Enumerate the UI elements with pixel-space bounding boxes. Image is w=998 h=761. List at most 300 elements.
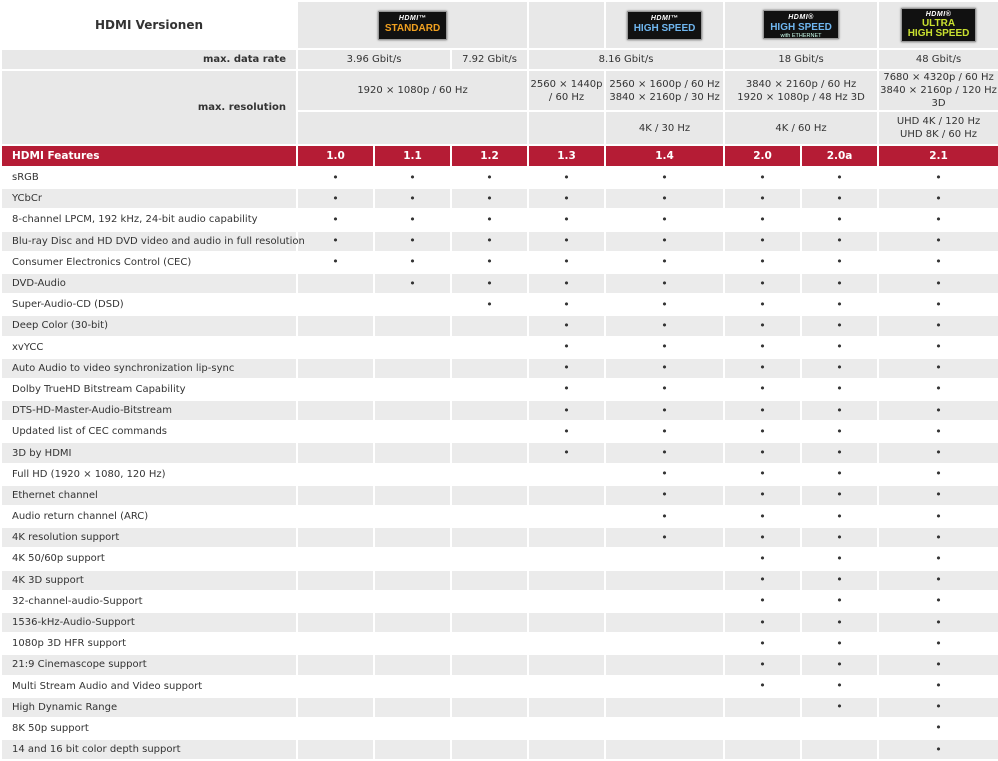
support-dot-icon: •	[563, 424, 570, 438]
support-cell	[375, 571, 450, 590]
support-cell	[375, 740, 450, 759]
support-dot-icon: •	[836, 467, 843, 481]
feature-name: Auto Audio to video synchronization lip-sync	[2, 359, 296, 378]
support-cell	[606, 571, 723, 590]
support-cell	[529, 677, 604, 696]
support-cell	[529, 422, 604, 441]
support-dot-icon: •	[759, 382, 766, 396]
resolution-k-20: 4K / 60 Hz	[725, 112, 877, 144]
support-cell	[452, 677, 527, 696]
support-cell	[725, 253, 800, 272]
feature-name: Multi Stream Audio and Video support	[2, 677, 296, 696]
support-dot-icon: •	[661, 382, 668, 396]
support-cell	[725, 338, 800, 357]
resolution-label: max. resolution	[2, 71, 296, 144]
hdmi-standard-logo: HDMI™ STANDARD	[378, 11, 447, 40]
support-dot-icon: •	[563, 297, 570, 311]
support-cell	[606, 465, 723, 484]
support-cell	[298, 401, 373, 420]
feature-name: xvYCC	[2, 338, 296, 357]
support-cell	[606, 210, 723, 229]
support-dot-icon: •	[836, 424, 843, 438]
support-dot-icon: •	[759, 234, 766, 248]
support-dot-icon: •	[836, 615, 843, 629]
support-dot-icon: •	[563, 403, 570, 417]
support-cell	[452, 592, 527, 611]
features-label: HDMI Features	[2, 146, 296, 166]
support-cell	[802, 295, 877, 314]
support-cell	[375, 698, 450, 717]
support-dot-icon: •	[563, 170, 570, 184]
support-cell	[802, 316, 877, 335]
support-dot-icon: •	[759, 424, 766, 438]
support-dot-icon: •	[759, 467, 766, 481]
feature-row	[2, 295, 998, 314]
support-cell	[452, 189, 527, 208]
feature-name: 4K 50/60p support	[2, 549, 296, 568]
support-cell	[606, 655, 723, 674]
support-cell	[725, 486, 800, 505]
support-cell	[452, 295, 527, 314]
version-1-2: 1.2	[452, 146, 527, 166]
support-cell	[725, 549, 800, 568]
support-cell	[725, 507, 800, 526]
logo-standard-text: STANDARD	[384, 22, 441, 34]
support-dot-icon: •	[563, 382, 570, 396]
feature-name: 1080p 3D HFR support	[2, 634, 296, 653]
support-cell	[452, 719, 527, 738]
support-cell	[375, 655, 450, 674]
support-dot-icon: •	[759, 594, 766, 608]
support-cell	[298, 528, 373, 547]
support-dot-icon: •	[759, 488, 766, 502]
support-cell	[879, 295, 998, 314]
support-cell	[298, 740, 373, 759]
support-dot-icon: •	[935, 382, 942, 396]
support-cell	[529, 295, 604, 314]
support-dot-icon: •	[661, 424, 668, 438]
support-dot-icon: •	[935, 530, 942, 544]
data-rate-10: 3.96 Gbit/s	[298, 50, 450, 69]
support-dot-icon: •	[486, 255, 493, 269]
support-dot-icon: •	[836, 297, 843, 311]
support-cell	[725, 295, 800, 314]
support-cell	[452, 359, 527, 378]
support-cell	[725, 443, 800, 462]
support-dot-icon: •	[759, 573, 766, 587]
support-dot-icon: •	[935, 212, 942, 226]
support-dot-icon: •	[836, 657, 843, 671]
support-dot-icon: •	[661, 509, 668, 523]
support-cell	[879, 592, 998, 611]
support-cell	[879, 316, 998, 335]
feature-name: High Dynamic Range	[2, 698, 296, 717]
support-cell	[298, 677, 373, 696]
feature-row	[2, 507, 998, 526]
feature-name: 4K resolution support	[2, 528, 296, 547]
support-cell	[802, 592, 877, 611]
support-cell	[879, 613, 998, 632]
support-cell	[452, 232, 527, 251]
support-dot-icon: •	[759, 446, 766, 460]
feature-name: Audio return channel (ARC)	[2, 507, 296, 526]
support-dot-icon: •	[661, 446, 668, 460]
support-dot-icon: •	[486, 276, 493, 290]
support-dot-icon: •	[486, 297, 493, 311]
version-1-0: 1.0	[298, 146, 373, 166]
support-cell	[606, 719, 723, 738]
support-dot-icon: •	[409, 212, 416, 226]
support-dot-icon: •	[836, 361, 843, 375]
feature-row	[2, 422, 998, 441]
support-cell	[375, 189, 450, 208]
support-cell	[298, 613, 373, 632]
support-cell	[606, 232, 723, 251]
feature-name: 8-channel LPCM, 192 kHz, 24-bit audio capability	[2, 210, 296, 229]
support-dot-icon: •	[661, 403, 668, 417]
support-dot-icon: •	[661, 467, 668, 481]
support-cell	[802, 740, 877, 759]
support-cell	[802, 168, 877, 187]
support-dot-icon: •	[759, 530, 766, 544]
support-cell	[606, 253, 723, 272]
support-dot-icon: •	[836, 530, 843, 544]
support-dot-icon: •	[935, 467, 942, 481]
support-dot-icon: •	[836, 340, 843, 354]
support-cell	[879, 486, 998, 505]
support-cell	[802, 443, 877, 462]
feature-name: Full HD (1920 × 1080, 120 Hz)	[2, 465, 296, 484]
support-cell	[298, 549, 373, 568]
support-cell	[802, 549, 877, 568]
support-cell	[375, 380, 450, 399]
support-cell	[802, 613, 877, 632]
support-dot-icon: •	[935, 721, 942, 735]
support-cell	[298, 465, 373, 484]
support-cell	[725, 698, 800, 717]
support-cell	[606, 359, 723, 378]
logo-cell-high-speed-ethernet	[725, 2, 877, 48]
support-dot-icon: •	[935, 446, 942, 460]
support-cell	[606, 698, 723, 717]
support-dot-icon: •	[661, 340, 668, 354]
support-dot-icon: •	[563, 191, 570, 205]
support-dot-icon: •	[759, 509, 766, 523]
support-cell	[529, 274, 604, 293]
support-dot-icon: •	[836, 403, 843, 417]
support-dot-icon: •	[563, 276, 570, 290]
feature-row	[2, 232, 998, 251]
support-cell	[879, 210, 998, 229]
support-cell	[725, 422, 800, 441]
support-cell	[606, 422, 723, 441]
support-cell	[452, 740, 527, 759]
support-cell	[606, 295, 723, 314]
support-cell	[298, 443, 373, 462]
support-cell	[298, 634, 373, 653]
support-dot-icon: •	[759, 276, 766, 290]
support-cell	[879, 571, 998, 590]
support-cell	[879, 443, 998, 462]
feature-name: Ethernet channel	[2, 486, 296, 505]
support-cell	[452, 253, 527, 272]
features-header-row	[2, 146, 998, 166]
support-dot-icon: •	[332, 212, 339, 226]
feature-name: 8K 50p support	[2, 719, 296, 738]
support-cell	[298, 168, 373, 187]
support-dot-icon: •	[661, 361, 668, 375]
support-cell	[879, 380, 998, 399]
support-cell	[606, 613, 723, 632]
resolution-13: 2560 × 1440p / 60 Hz	[529, 71, 604, 110]
support-cell	[802, 210, 877, 229]
feature-name: 14 and 16 bit color depth support	[2, 740, 296, 759]
data-rate-20: 18 Gbit/s	[725, 50, 877, 69]
feature-row	[2, 359, 998, 378]
support-cell	[802, 359, 877, 378]
feature-name: Dolby TrueHD Bitstream Capability	[2, 380, 296, 399]
support-cell	[298, 210, 373, 229]
support-cell	[452, 401, 527, 420]
support-cell	[529, 401, 604, 420]
support-dot-icon: •	[759, 679, 766, 693]
data-rate-13-14: 8.16 Gbit/s	[529, 50, 723, 69]
support-cell	[529, 613, 604, 632]
support-cell	[879, 634, 998, 653]
support-dot-icon: •	[409, 170, 416, 184]
support-dot-icon: •	[661, 488, 668, 502]
support-cell	[529, 655, 604, 674]
support-cell	[452, 549, 527, 568]
support-cell	[375, 719, 450, 738]
support-cell	[298, 422, 373, 441]
support-dot-icon: •	[759, 212, 766, 226]
support-cell	[879, 528, 998, 547]
support-cell	[529, 316, 604, 335]
support-cell	[529, 549, 604, 568]
support-cell	[375, 210, 450, 229]
support-cell	[298, 232, 373, 251]
support-cell	[375, 634, 450, 653]
support-cell	[298, 316, 373, 335]
support-cell	[529, 486, 604, 505]
support-cell	[452, 465, 527, 484]
support-cell	[298, 592, 373, 611]
feature-name: Blu-ray Disc and HD DVD video and audio in full resolution	[2, 232, 296, 251]
support-cell	[298, 507, 373, 526]
feature-row	[2, 528, 998, 547]
support-cell	[802, 507, 877, 526]
support-dot-icon: •	[563, 318, 570, 332]
support-dot-icon: •	[486, 212, 493, 226]
support-cell	[452, 634, 527, 653]
feature-row	[2, 592, 998, 611]
support-dot-icon: •	[661, 297, 668, 311]
support-cell	[452, 571, 527, 590]
support-cell	[452, 698, 527, 717]
support-cell	[375, 677, 450, 696]
support-cell	[802, 528, 877, 547]
support-dot-icon: •	[836, 382, 843, 396]
support-cell	[725, 740, 800, 759]
support-cell	[725, 719, 800, 738]
support-cell	[529, 253, 604, 272]
support-cell	[725, 613, 800, 632]
feature-row	[2, 380, 998, 399]
support-cell	[529, 698, 604, 717]
support-cell	[725, 274, 800, 293]
feature-name: sRGB	[2, 168, 296, 187]
support-dot-icon: •	[563, 361, 570, 375]
support-dot-icon: •	[332, 170, 339, 184]
version-1-4: 1.4	[606, 146, 723, 166]
support-cell	[606, 168, 723, 187]
support-cell	[879, 338, 998, 357]
hdmi-high-speed-logo: HDMI™ HIGH SPEED	[627, 11, 703, 40]
support-dot-icon: •	[759, 255, 766, 269]
support-cell	[725, 401, 800, 420]
support-cell	[802, 232, 877, 251]
version-2-1: 2.1	[879, 146, 998, 166]
support-dot-icon: •	[661, 276, 668, 290]
support-dot-icon: •	[935, 191, 942, 205]
support-dot-icon: •	[935, 234, 942, 248]
support-dot-icon: •	[661, 234, 668, 248]
support-dot-icon: •	[836, 594, 843, 608]
support-cell	[375, 549, 450, 568]
support-dot-icon: •	[935, 318, 942, 332]
support-dot-icon: •	[935, 551, 942, 565]
support-cell	[802, 253, 877, 272]
support-cell	[298, 274, 373, 293]
support-dot-icon: •	[409, 234, 416, 248]
support-cell	[879, 189, 998, 208]
support-cell	[452, 655, 527, 674]
support-dot-icon: •	[759, 657, 766, 671]
support-cell	[879, 168, 998, 187]
support-cell	[452, 168, 527, 187]
support-dot-icon: •	[486, 170, 493, 184]
support-dot-icon: •	[409, 255, 416, 269]
support-cell	[879, 465, 998, 484]
support-dot-icon: •	[935, 636, 942, 650]
support-cell	[529, 168, 604, 187]
support-cell	[725, 528, 800, 547]
support-dot-icon: •	[332, 234, 339, 248]
support-cell	[725, 189, 800, 208]
support-dot-icon: •	[759, 636, 766, 650]
feature-row	[2, 634, 998, 653]
feature-row	[2, 740, 998, 759]
feature-name: 3D by HDMI	[2, 443, 296, 462]
support-dot-icon: •	[661, 212, 668, 226]
support-cell	[606, 316, 723, 335]
support-cell	[298, 486, 373, 505]
support-dot-icon: •	[935, 742, 942, 756]
support-cell	[802, 465, 877, 484]
support-cell	[879, 549, 998, 568]
support-cell	[529, 571, 604, 590]
support-cell	[452, 316, 527, 335]
support-cell	[802, 189, 877, 208]
support-dot-icon: •	[935, 297, 942, 311]
feature-name: DTS-HD-Master-Audio-Bitstream	[2, 401, 296, 420]
support-cell	[725, 571, 800, 590]
support-dot-icon: •	[563, 340, 570, 354]
version-2-0: 2.0	[725, 146, 800, 166]
support-cell	[452, 613, 527, 632]
support-cell	[529, 719, 604, 738]
logo-cell-high-speed-13	[529, 2, 604, 48]
support-cell	[879, 719, 998, 738]
support-dot-icon: •	[935, 488, 942, 502]
support-cell	[529, 592, 604, 611]
support-cell	[725, 232, 800, 251]
feature-row	[2, 465, 998, 484]
support-dot-icon: •	[836, 509, 843, 523]
support-cell	[725, 210, 800, 229]
support-dot-icon: •	[661, 318, 668, 332]
support-dot-icon: •	[935, 170, 942, 184]
feature-row	[2, 189, 998, 208]
feature-name: 1536-kHz-Audio-Support	[2, 613, 296, 632]
support-cell	[298, 571, 373, 590]
support-dot-icon: •	[563, 212, 570, 226]
support-cell	[725, 655, 800, 674]
support-dot-icon: •	[759, 361, 766, 375]
support-cell	[529, 634, 604, 653]
logo-cell-standard	[298, 2, 527, 48]
support-dot-icon: •	[759, 615, 766, 629]
support-dot-icon: •	[661, 530, 668, 544]
support-cell	[606, 486, 723, 505]
support-dot-icon: •	[759, 551, 766, 565]
support-cell	[529, 507, 604, 526]
support-cell	[298, 253, 373, 272]
version-1-3: 1.3	[529, 146, 604, 166]
support-cell	[529, 359, 604, 378]
support-dot-icon: •	[935, 276, 942, 290]
support-dot-icon: •	[661, 170, 668, 184]
support-cell	[452, 274, 527, 293]
support-dot-icon: •	[836, 679, 843, 693]
support-dot-icon: •	[935, 657, 942, 671]
data-rate-21: 48 Gbit/s	[879, 50, 998, 69]
support-cell	[879, 698, 998, 717]
support-cell	[452, 507, 527, 526]
support-dot-icon: •	[563, 234, 570, 248]
support-dot-icon: •	[563, 446, 570, 460]
support-dot-icon: •	[836, 551, 843, 565]
support-cell	[298, 295, 373, 314]
resolution-14: 2560 × 1600p / 60 Hz 3840 × 2160p / 30 Hz	[606, 71, 723, 110]
support-cell	[802, 422, 877, 441]
support-cell	[529, 232, 604, 251]
support-dot-icon: •	[486, 234, 493, 248]
support-dot-icon: •	[836, 191, 843, 205]
support-cell	[606, 507, 723, 526]
support-cell	[802, 380, 877, 399]
support-dot-icon: •	[935, 679, 942, 693]
support-dot-icon: •	[661, 191, 668, 205]
support-dot-icon: •	[935, 573, 942, 587]
feature-row	[2, 253, 998, 272]
support-dot-icon: •	[935, 424, 942, 438]
support-cell	[375, 232, 450, 251]
support-dot-icon: •	[935, 340, 942, 354]
feature-row	[2, 698, 998, 717]
support-dot-icon: •	[409, 276, 416, 290]
